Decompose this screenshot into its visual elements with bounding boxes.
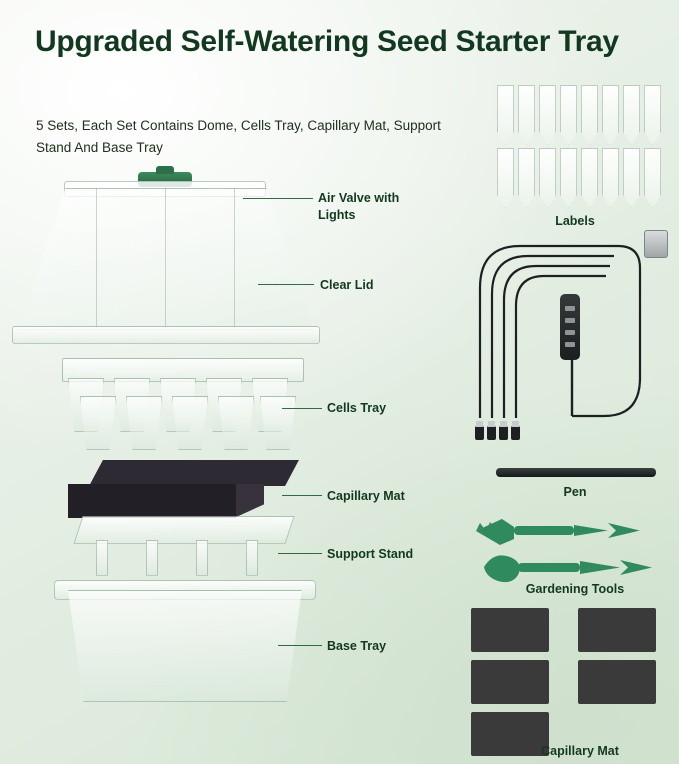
callout-clear-lid: Clear Lid <box>320 278 374 292</box>
dome-base-lip <box>12 326 320 344</box>
leader-air-valve <box>243 198 313 199</box>
callout-base-tray: Base Tray <box>327 639 387 653</box>
mat-swatch <box>471 660 549 704</box>
cells-tray-illustration <box>62 358 302 438</box>
clear-dome-lid-illustration <box>18 188 312 328</box>
callout-support-stand: Support Stand <box>327 547 414 561</box>
led-grow-light-cord-illustration <box>468 228 668 440</box>
exploded-product-diagram <box>0 160 330 720</box>
page-subtitle: 5 Sets, Each Set Contains Dome, Cells Tray, Capillary Mat, Support Stand And Base Tray <box>36 118 441 156</box>
callout-air-valve: Air Valve with Lights <box>318 191 400 222</box>
leader-support-stand <box>278 553 322 554</box>
caption-pen: Pen <box>563 485 587 499</box>
mat-swatch <box>578 608 656 652</box>
mat-swatch <box>578 660 656 704</box>
capillary-mat-illustration <box>68 460 292 522</box>
leader-cells-tray <box>282 408 322 409</box>
base-tray-illustration <box>58 580 310 708</box>
caption-gardening-tools: Gardening Tools <box>525 582 625 596</box>
caption-capillary-mat: Capillary Mat <box>541 744 619 758</box>
dome-body <box>18 188 314 330</box>
leader-clear-lid <box>258 284 314 285</box>
support-stand-illustration <box>78 516 288 578</box>
pen-illustration <box>496 468 656 477</box>
caption-labels: Labels <box>555 214 595 228</box>
callout-capillary-mat: Capillary Mat <box>327 489 405 503</box>
inline-controller <box>560 294 580 360</box>
mat-swatch <box>471 608 549 652</box>
callout-cells-tray: Cells Tray <box>327 401 387 415</box>
leader-capillary-mat <box>282 495 322 496</box>
leader-base-tray <box>278 645 322 646</box>
gardening-tools-illustration <box>470 505 670 585</box>
page-title: Upgraded Self-Watering Seed Starter Tray <box>35 25 619 58</box>
usb-connector-icon <box>644 230 668 258</box>
